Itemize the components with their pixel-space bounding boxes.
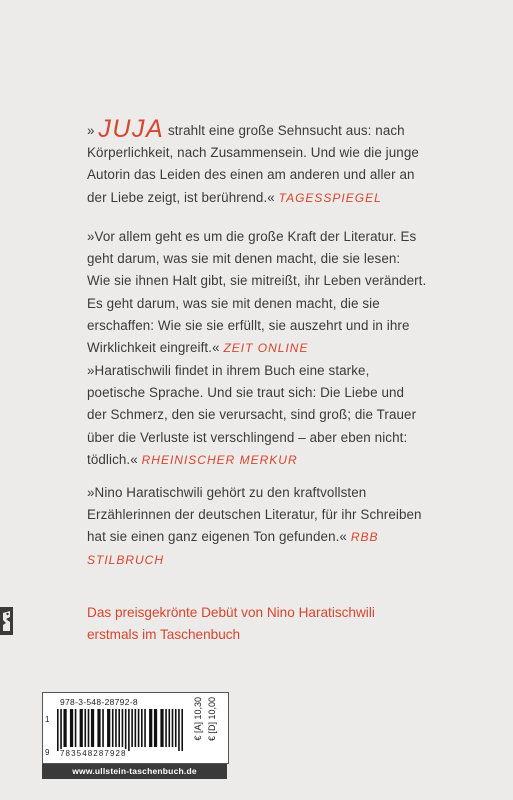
barcode-bar [175, 709, 177, 747]
barcode-box [42, 692, 229, 764]
ullstein-owl-icon [0, 607, 13, 635]
barcode-bar [84, 709, 86, 747]
barcode-bar [70, 709, 73, 747]
quote-text: »Nino Haratischwili gehört zu den kraftvollsten Erzählerinnen der deutschen Literatur, für ihr Schreiben hat sie einen ganz eigenen Ton gefunden.« [87, 485, 422, 545]
barcode-bar [172, 709, 174, 747]
barcode-bar [122, 709, 124, 747]
price-germany: € [D] 10,00 [207, 697, 217, 742]
barcode-bar [88, 709, 90, 747]
quote-source: ZEIT ONLINE [223, 341, 309, 356]
quote-text: strahlt eine große Sehnsucht aus: nach Körperlichkeit, nach Zusammensein. Und wie die junge Autorin das Leiden des einen am anderen und aller an der Liebe zeigt, ist berührend.« [87, 123, 419, 205]
book-title-juja: JUJA [98, 115, 165, 143]
barcode-bar [135, 709, 137, 747]
quote-text: »Vor allem geht es um die große Kraft der Literatur. Es geht darum, was sie mit denen macht, die sie lesen: Wie sie ihnen Halt gibt, sie mitreißt, ihr Leben verändert. Es geht darum, was sie mit denen macht, die sie erschaffen: Wie sie sie erfüllt, sie auszehrt und in ihre Wirklichkeit eingreift.« [87, 229, 427, 356]
barcode-bar [144, 709, 146, 747]
promo-line-1: Das preisgekrönte Debüt von Nino Haratischwili [87, 605, 375, 620]
barcode-bar [102, 709, 104, 747]
barcode-bar [160, 709, 163, 747]
barcode-bar [178, 709, 180, 751]
barcode-bar [97, 709, 100, 747]
barcode-bar [168, 709, 170, 747]
barcode-bar [112, 709, 114, 747]
publisher-url: www.ullstein-taschenbuch.de [42, 764, 227, 779]
review-quote-rheinischer-merkur [87, 360, 427, 471]
barcode-bar [154, 709, 157, 747]
barcode-digit-top: 1 [45, 715, 50, 724]
barcode-digits: 783548287928 [60, 749, 127, 758]
review-quote-zeit-online [87, 226, 427, 359]
barcode-bar [57, 709, 59, 751]
barcode-bar [80, 709, 83, 747]
barcode-bar [60, 709, 62, 751]
barcode-bar [149, 709, 152, 747]
review-quote-rbb-stilbruch [87, 482, 427, 571]
quote-source: RBB STILBRUCH [87, 530, 379, 567]
barcode-bar [138, 709, 140, 747]
owl-shape-icon [0, 607, 13, 635]
barcode-bar [128, 709, 130, 751]
quote-source: RHEINISCHER MERKUR [141, 452, 298, 467]
promo-line-2: erstmals im Taschenbuch [87, 627, 241, 642]
barcode-bar [125, 709, 127, 751]
barcode-bar [115, 709, 117, 747]
price-austria: € [A] 10,30 [193, 697, 203, 741]
barcode-bar [91, 709, 94, 747]
barcode-bar [181, 709, 183, 751]
barcode-bar [63, 709, 66, 747]
price-block [191, 697, 225, 759]
review-quote-tagesspiegel [87, 115, 427, 209]
barcode-bar [75, 709, 77, 747]
barcode-bar [107, 709, 110, 747]
promo-text [87, 602, 447, 646]
quote-text: »Haratischwili findet in ihrem Buch eine starke, poetische Sprache. Und sie traut sich: Die Liebe und der Schmerz, den sie verursacht, sind groß; die Trauer über die Verluste ist verschlingend – aber eben nicht: tödlich.« [87, 363, 417, 467]
barcode-bar [141, 709, 143, 747]
isbn-text: 978-3-548-28792-8 [60, 697, 138, 707]
barcode-bar [131, 709, 133, 747]
barcode-digit-bottom: 9 [45, 748, 50, 757]
quote-open-mark: » [87, 123, 95, 138]
barcode-bar [165, 709, 167, 747]
quote-source: TAGESSPIEGEL [278, 190, 382, 205]
barcode-bars [57, 709, 183, 751]
barcode-bar [118, 709, 120, 747]
